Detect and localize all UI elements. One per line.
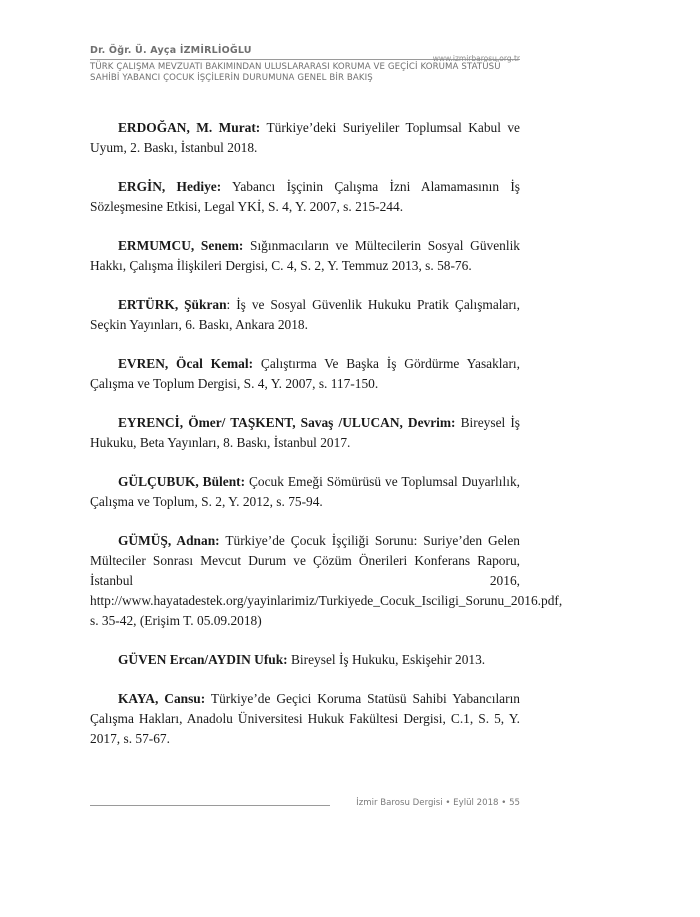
reference-entry <box>90 236 520 276</box>
reference-text: Sığınmacıların ve Mültecilerin Sosyal Güvenlik Hakkı, Çalışma İlişkileri Dergisi, C. 4, S. 2, Y. Temmuz 2013, s. 58-76. <box>90 238 520 273</box>
page-header <box>90 45 520 83</box>
reference-entry <box>90 650 520 670</box>
reference-entry <box>90 295 520 335</box>
reference-author: GÜMÜŞ, Adnan: <box>118 533 220 548</box>
reference-entry <box>90 118 520 158</box>
reference-text: Türkiye’deki Suriyeliler Toplumsal Kabul ve Uyum, 2. Baskı, İstanbul 2018. <box>90 120 520 155</box>
reference-entry <box>90 177 520 217</box>
reference-text: : İş ve Sosyal Güvenlik Hukuku Pratik Çalışmaları, Seçkin Yayınları, 6. Baskı, Ankara 2018. <box>90 297 520 332</box>
author-surname: İZMİRLİOĞLU <box>179 45 252 56</box>
reference-author: EVREN, Öcal Kemal: <box>118 356 254 371</box>
reference-author: ERGİN, Hediye: <box>118 179 222 194</box>
running-title: TÜRK ÇALIŞMA MEVZUATI BAKIMINDAN ULUSLARARASI KORUMA VE GEÇİCİ KORUMA STATÜSÜ SAHİBİ YABANCI ÇOCUK İŞÇİLERİN DURUMUNA GENEL BİR BAKIŞ <box>90 62 501 83</box>
reference-author: KAYA, Cansu: <box>118 691 206 706</box>
reference-list <box>90 118 563 768</box>
author-prefix: Dr. Öğr. Ü. Ayça <box>90 45 177 56</box>
reference-entry <box>90 531 563 631</box>
reference-author: GÜVEN Ercan/AYDIN Ufuk: <box>118 652 288 667</box>
reference-text: Türkiye’de Geçici Koruma Statüsü Sahibi Yabancıların Çalışma Hakları, Anadolu Üniversitesi Hukuk Fakültesi Dergisi, C.1, S. 5, Y. 2017, s. 57-67. <box>90 691 521 746</box>
reference-text: Çalıştırma Ve Başka İş Gördürme Yasakları, Çalışma ve Toplum Dergisi, S. 4, Y. 2007, s. 117-150. <box>90 356 520 391</box>
reference-text: Çocuk Emeği Sömürüsü ve Toplumsal Duyarlılık, Çalışma ve Toplum, S. 2, Y. 2012, s. 75-94. <box>90 474 520 509</box>
reference-author: ERMUMCU, Senem: <box>118 238 244 253</box>
reference-entry <box>90 689 520 749</box>
reference-text: Yabancı İşçinin Çalışma İzni Alamamasının İş Sözleşmesine Etkisi, Legal YKİ, S. 4, Y. 2007, s. 215-244. <box>90 179 520 214</box>
footer-divider <box>90 805 330 806</box>
footer-text <box>356 798 520 808</box>
reference-entry <box>90 413 520 453</box>
reference-text: Bireysel İş Hukuku, Eskişehir 2013. <box>287 652 486 667</box>
page-number: 55 <box>509 798 520 808</box>
reference-author: GÜLÇUBUK, Bülent: <box>118 474 246 489</box>
reference-author: ERTÜRK, Şükran <box>118 297 227 312</box>
reference-entry <box>90 354 520 394</box>
journal-name: İzmir Barosu Dergisi • Eylül 2018 • <box>356 798 507 808</box>
reference-text: Türkiye’de Çocuk İşçiliği Sorunu: Suriye’den Gelen Mülteciler Sonrası Mevcut Durum ve Çözüm Önerileri Konferans Raporu, İstanbul 2016, http://www.hayatadestek.org/yayinlarimiz/Turkiyede_Cocuk_Isciligi_Sorunu_2016.pdf, s. 35-42, (Erişim T. 05.09.2018) <box>90 533 563 628</box>
reference-author: ERDOĞAN, M. Murat: <box>118 120 261 135</box>
site-url: www.izmirbarosu.org.tr <box>432 54 520 63</box>
reference-text: Bireysel İş Hukuku, Beta Yayınları, 8. Baskı, İstanbul 2017. <box>90 415 520 450</box>
reference-author: EYRENCİ, Ömer/ TAŞKENT, Savaş /ULUCAN, Devrim: <box>118 415 456 430</box>
reference-entry <box>90 472 520 512</box>
